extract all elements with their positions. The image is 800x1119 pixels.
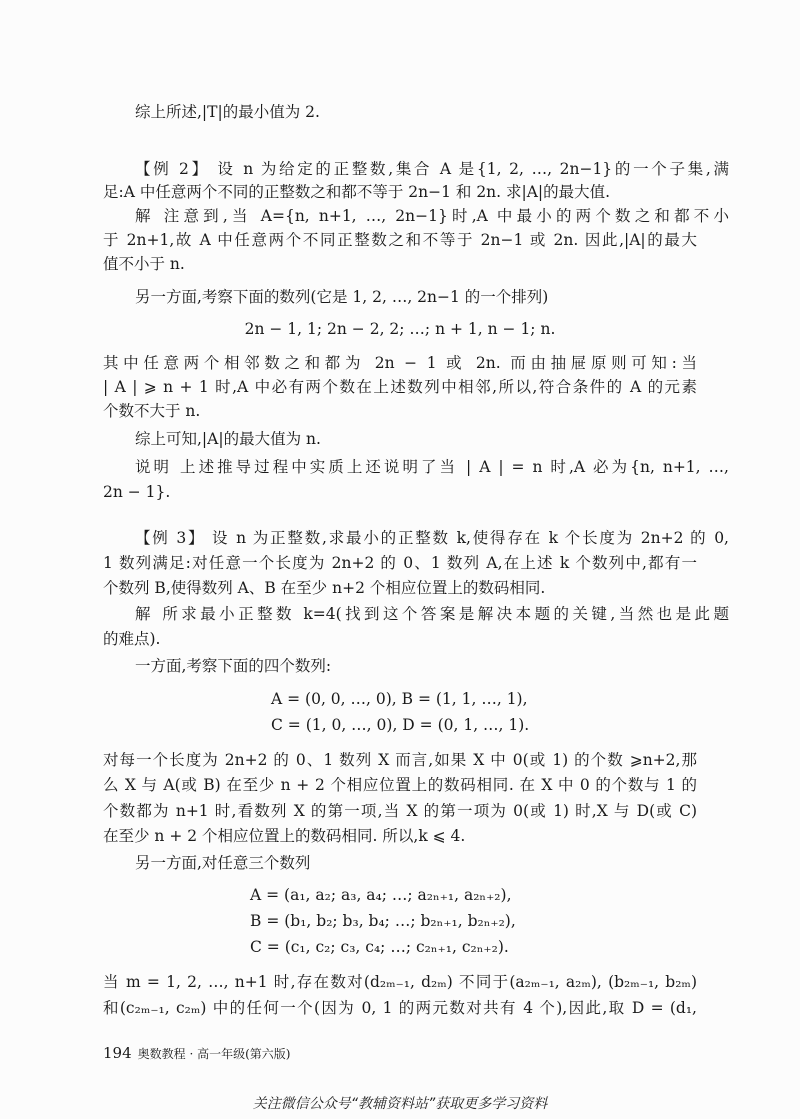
example-heading: 【例 2】 设 n 为给定的正整数,集合 A 是{1, 2, …, 2n−1}的一个子集,满 bbox=[135, 160, 729, 178]
equation: B = (b₁, b₂; b₃, b₄; …; b₂ₙ₊₁, b₂ₙ₊₂), bbox=[250, 912, 516, 930]
text-line: | A | ⩾ n + 1 时,A 中必有两个数在上述数列中相邻,所以,符合条件的 A 的元素 bbox=[103, 378, 697, 396]
page-footer bbox=[103, 1044, 290, 1063]
text-line: 当 m = 1, 2, …, n+1 时,存在数对(d₂ₘ₋₁, d₂ₘ) 不同于(a₂ₘ₋₁, a₂ₘ), (b₂ₘ₋₁, b₂ₘ) bbox=[103, 973, 697, 991]
equation: A = (a₁, a₂; a₃, a₄; …; a₂ₙ₊₁, a₂ₙ₊₂), bbox=[250, 886, 512, 904]
equation: 2n − 1, 1; 2n − 2, 2; …; n + 1, n − 1; n. bbox=[244, 320, 556, 338]
page-number: 194 bbox=[103, 1044, 132, 1062]
remark-line: 说明 上述推导过程中实质上还说明了当 | A | = n 时,A 必为{n, n+1, …, bbox=[135, 458, 729, 476]
text-line: 和(c₂ₘ₋₁, c₂ₘ) 中的任何一个(因为 0, 1 的两元数对共有 4 个),因此,取 D = (d₁, bbox=[103, 999, 697, 1017]
example-heading: 【例 3】 设 n 为正整数,求最小的正整数 k,使得存在 k 个长度为 2n+2 的 0, bbox=[135, 529, 729, 547]
text-line: 足:A 中任意两个不同的正整数之和都不等于 2n−1 和 2n. 求|A|的最大值. bbox=[103, 183, 611, 201]
text-line: 值不小于 n. bbox=[103, 255, 185, 273]
text-line: 另一方面,对任意三个数列 bbox=[135, 854, 311, 872]
book-title: 奥数教程 · 高一年级(第六版) bbox=[137, 1047, 291, 1061]
text-line: 在至少 n + 2 个相应位置上的数码相同. 所以,k ⩽ 4. bbox=[103, 827, 466, 845]
text-line: 解 所求最小正整数 k=4(找到这个答案是解决本题的关键,当然也是此题 bbox=[135, 605, 729, 623]
text-line: 么 X 与 A(或 B) 在至少 n + 2 个相应位置上的数码相同. 在 X 中 0 的个数与 1 的 bbox=[103, 776, 697, 794]
text-line: 一方面,考察下面的四个数列: bbox=[135, 657, 332, 675]
text-line: 综上所述,|T|的最小值为 2. bbox=[135, 103, 320, 121]
equation: C = (c₁, c₂; c₃, c₄; …; c₂ₙ₊₁, c₂ₙ₊₂). bbox=[250, 938, 509, 956]
equation: C = (1, 0, …, 0), D = (0, 1, …, 1). bbox=[271, 716, 530, 734]
text-line: 另一方面,考察下面的数列(它是 1, 2, …, 2n−1 的一个排列) bbox=[135, 288, 549, 306]
text-line: 1 数列满足:对任意一个长度为 2n+2 的 0、1 数列 A,在上述 k 个数列中,都有一 bbox=[103, 554, 697, 572]
text-line: 个数列 B,使得数列 A、B 在至少 n+2 个相应位置上的数码相同. bbox=[103, 579, 546, 597]
text-line: 其中任意两个相邻数之和都为 2n − 1 或 2n. 而由抽屉原则可知:当 bbox=[103, 354, 697, 372]
text-line: 2n − 1}. bbox=[103, 483, 171, 501]
text-line: 对每一个长度为 2n+2 的 0、1 数列 X 而言,如果 X 中 0(或 1) 的个数 ⩾n+2,那 bbox=[103, 751, 697, 769]
equation: A = (0, 0, …, 0), B = (1, 1, …, 1), bbox=[271, 690, 528, 708]
text-line: 个数都为 n+1 时,看数列 X 的第一项,当 X 的第一项为 0(或 1) 时,X 与 D(或 C) bbox=[103, 802, 697, 820]
text-line: 的难点). bbox=[103, 630, 161, 648]
text-line: 解 注意到,当 A={n, n+1, …, 2n−1}时,A 中最小的两个数之和都不小 bbox=[135, 207, 729, 225]
watermark-banner: 关注微信公众号“教辅资料站”获取更多学习资料 bbox=[252, 1096, 548, 1112]
text-line: 于 2n+1,故 A 中任意两个不同正整数之和不等于 2n−1 或 2n. 因此,|A|的最大 bbox=[103, 231, 697, 249]
text-line: 个数不大于 n. bbox=[103, 402, 201, 420]
text-line: 综上可知,|A|的最大值为 n. bbox=[135, 430, 321, 448]
